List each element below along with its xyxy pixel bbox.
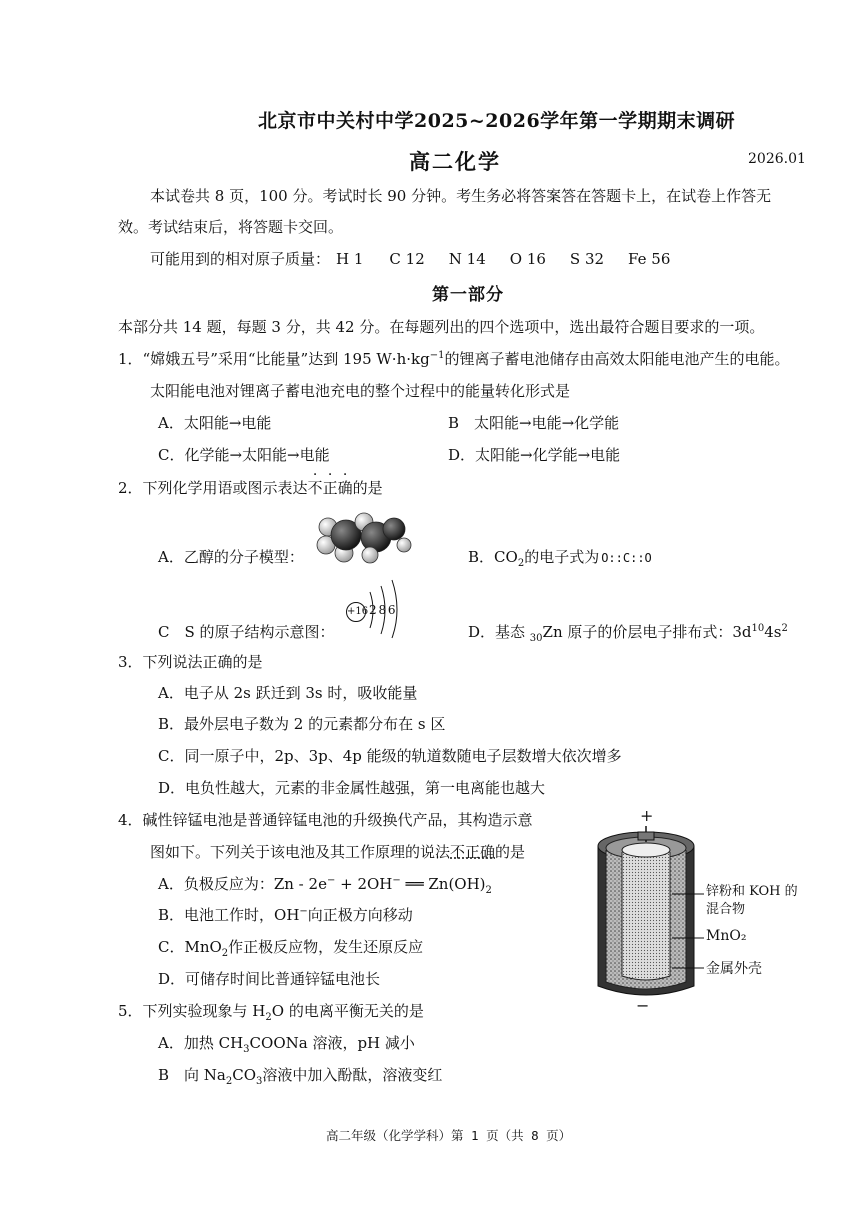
atomic-mass-h: H 1 [336, 250, 364, 268]
q5-stem-sub: 2 [265, 1012, 272, 1023]
q5-a-b: COONa 溶液，pH 减小 [249, 1034, 415, 1052]
q2-option-d [468, 621, 788, 644]
q2-option-d-b: Zn 原子的价层电子排布式：3d [542, 623, 752, 641]
q5-a-sub: 3 [243, 1044, 250, 1055]
q1-option-d: D．太阳能→化学能→电能 [448, 446, 621, 464]
negative-terminal-label: − [636, 996, 650, 1015]
q4-stem-line1: 4．碱性锌锰电池是普通锌锰电池的升级换代产品，其构造示意 [118, 811, 533, 829]
sulfur-nucleus: +16 [346, 602, 366, 622]
q4-c-sub: 2 [221, 948, 229, 959]
q4-option-a [158, 873, 492, 896]
q1-stem-line2: 太阳能电池对锂离子蓄电池充电的整个过程中的能量转化形式是 [150, 382, 571, 400]
q4-a-b: + 2OH [335, 875, 393, 893]
q4-a-a: A．负极反应为：Zn - 2e [158, 875, 327, 893]
q5-stem-a: 5．下列实验现象与 H [118, 1002, 266, 1020]
q4-a-sup2: − [392, 875, 401, 886]
q2-option-b-sub: 2 [517, 558, 525, 569]
intro-line-1: 本试卷共 8 页，100 分。考试时长 90 分钟。考生务必将答案答在答题卡上，在试卷上作答无 [150, 187, 772, 205]
label-metal-shell: 金属外壳 [706, 961, 762, 977]
q1-stem-line1 [118, 348, 789, 369]
q4-b-b: 向正极方向移动 [307, 906, 413, 924]
q1-option-b: B 太阳能→电能→化学能 [448, 414, 620, 432]
q4-b-a: B．电池工作时，OH [158, 906, 300, 924]
q5-b-b: CO [232, 1066, 257, 1084]
q5-option-a [158, 1032, 415, 1055]
subject-title: 高二化学 [409, 149, 501, 174]
q2-emphasis-2: 正 [322, 479, 338, 497]
q2-option-d-c: 4s [764, 623, 782, 641]
intro-line-2: 效。考试结束后，将答题卡交回。 [118, 218, 344, 236]
q4-option-b [158, 904, 413, 925]
label-zinc-koh-mix: 锌粉和 KOH 的 [706, 884, 798, 899]
atomic-mass-line [150, 248, 670, 269]
q2-option-c: C S 的原子结构示意图： [158, 623, 335, 641]
q5-b-c: 溶液中加入酚酞，溶液变红 [262, 1066, 443, 1084]
sulfur-shell-electrons: 2 8 6 [369, 603, 395, 617]
q2-option-b [468, 546, 652, 569]
q4-c-a: C．MnO [158, 938, 222, 956]
q3-option-a: A．电子从 2s 跃迁到 3s 时，吸收能量 [158, 684, 418, 702]
q1-option-c: C．化学能→太阳能→电能 [158, 446, 330, 464]
q2-option-b-a: B．CO [468, 548, 518, 566]
q5-stem-b: O 的电离平衡无关的是 [271, 1002, 424, 1020]
exam-title: 北京市中关村中学2025~2026学年第一学期期末调研 [258, 110, 736, 132]
q1-option-a: A．太阳能→电能 [158, 414, 272, 432]
q2-stem [118, 477, 383, 498]
q4-c-b: 作正极反应物，发生还原反应 [228, 938, 424, 956]
q4-option-c [158, 936, 423, 959]
q4-emphasis: 不正确 [450, 843, 496, 861]
q2-emphasis-3: 确 [337, 479, 353, 497]
q2-option-d-sup1: 10 [751, 623, 765, 634]
q3-stem: 3．下列说法正确的是 [118, 653, 263, 671]
ethanol-model-image [314, 509, 412, 565]
q4-b-sup: − [299, 906, 308, 917]
q1-stem-b: 的锂离子蓄电池储存由高效太阳能电池产生的电能。 [444, 350, 790, 368]
q1-unit-exponent: −1 [429, 350, 445, 361]
atomic-mass-fe: Fe 56 [628, 250, 671, 268]
exam-date: 2026.01 [748, 151, 806, 167]
q4-a-sup: − [326, 875, 336, 886]
q2-stem-b: 的是 [352, 479, 383, 497]
q2-option-d-a: D．基态 [468, 623, 530, 641]
battery-figure [586, 806, 816, 1016]
atomic-mass-c: C 12 [389, 250, 425, 268]
q4-stem2-b: 的是 [495, 843, 526, 861]
q5-option-b [158, 1064, 442, 1087]
sulfur-shell-arcs [364, 576, 408, 640]
q4-a-c: ══ Zn(OH) [400, 875, 486, 893]
atomic-mass-s: S 32 [569, 250, 605, 268]
q2-stem-a: 2．下列化学用语或图示表达 [118, 479, 308, 497]
q5-b-a: B 向 Na [158, 1066, 226, 1084]
q2-option-d-sup2: 2 [781, 623, 788, 634]
q5-b-sub2: 3 [256, 1076, 263, 1087]
q5-b-sub1: 2 [225, 1076, 233, 1087]
part1-instruction: 本部分共 14 题，每题 3 分，共 42 分。在每题列出的四个选项中，选出最符合题目要求的一项。 [118, 318, 765, 336]
q1-stem-a: 1．“嫦娥五号”采用“比能量”达到 195 W·h·kg [118, 350, 430, 368]
q4-option-d: D．可储存时间比普通锌锰电池长 [158, 970, 381, 988]
battery-leader-lines [672, 876, 706, 986]
q2-option-a: A．乙醇的分子模型： [158, 548, 304, 566]
co2-electron-formula: O::C::O [601, 551, 652, 565]
atomic-mass-n: N 14 [448, 250, 486, 268]
page-footer: 高二年级（化学学科）第 1 页（共 8 页） [326, 1128, 572, 1143]
zn-atomic-number: 30 [529, 633, 543, 644]
q2-emphasis-1: 不 [307, 479, 323, 497]
q3-option-d: D．电负性越大，元素的非金属性越强，第一电离能也越大 [158, 779, 546, 797]
label-mno2: MnO₂ [706, 928, 747, 944]
atomic-mass-label: 可能用到的相对原子质量： [150, 250, 331, 268]
q4-stem2-a: 图如下。下列关于该电池及其工作原理的说法 [150, 843, 451, 861]
part1-heading: 第一部分 [432, 285, 504, 305]
atomic-mass-o: O 16 [509, 250, 546, 268]
q3-option-b: B．最外层电子数为 2 的元素都分布在 s 区 [158, 715, 446, 733]
q2-option-b-b: 的电子式为 [524, 548, 600, 566]
positive-terminal-label: + [640, 806, 654, 825]
sulfur-atom-diagram [346, 598, 410, 638]
q5-stem [118, 1000, 424, 1023]
q4-stem-line2 [150, 841, 525, 862]
q5-a-a: A．加热 CH [158, 1034, 244, 1052]
q3-option-c: C．同一原子中，2p、3p、4p 能级的轨道数随电子层数增大依次增多 [158, 747, 622, 765]
q4-a-sub: 2 [485, 885, 492, 896]
label-mixture: 混合物 [706, 902, 746, 917]
